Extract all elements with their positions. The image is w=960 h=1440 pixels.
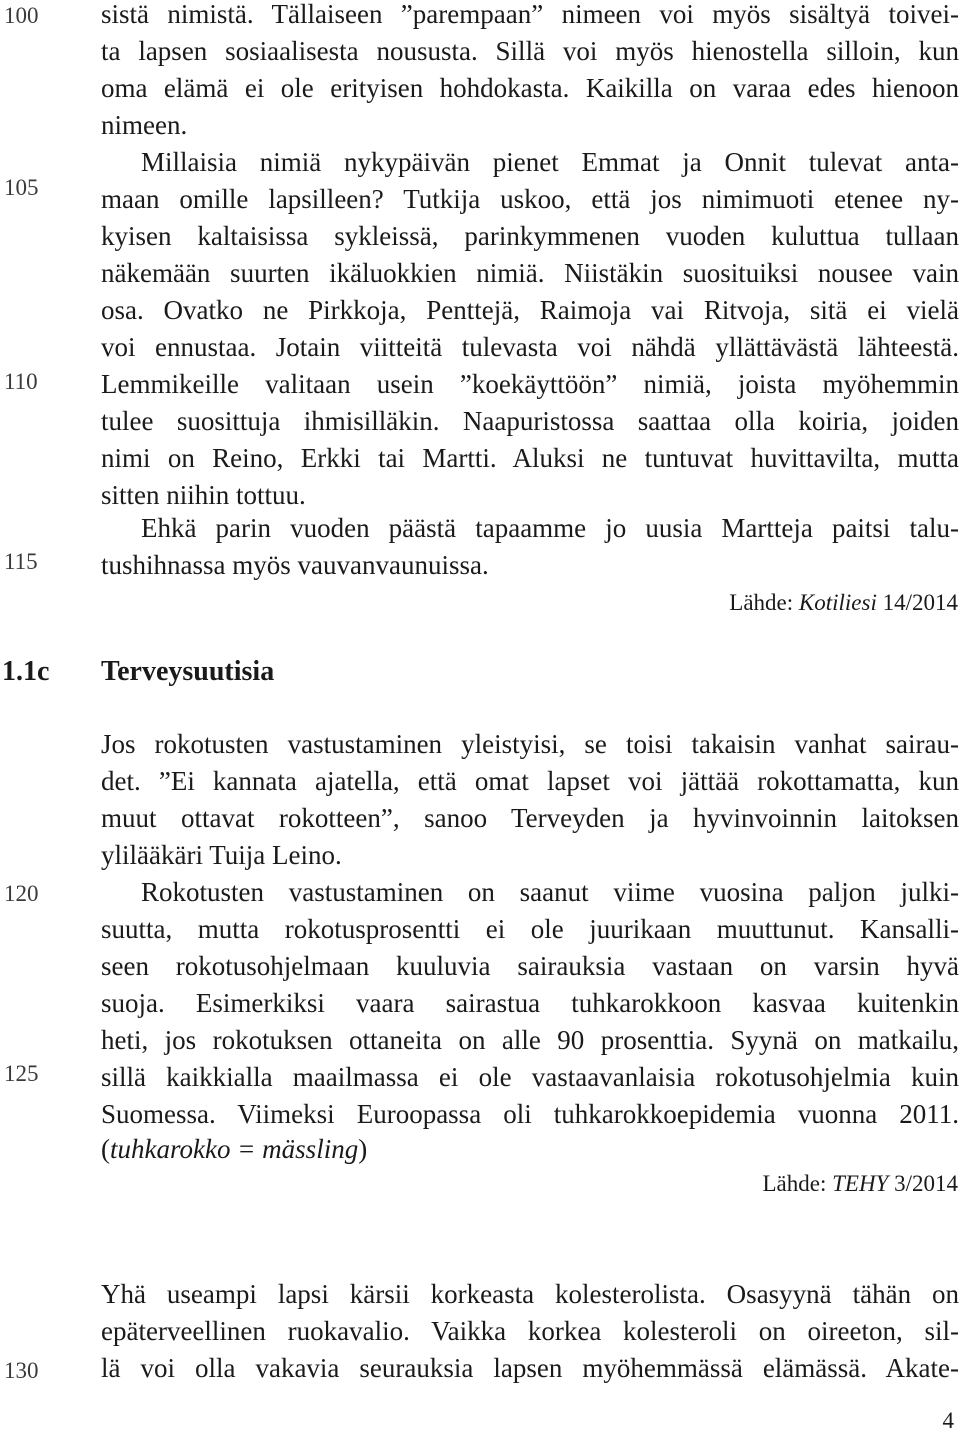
text-line: epäterveellinen ruokavalio. Vaikka korkea kolesteroli on oireeton, sil- [101, 1316, 959, 1346]
gloss-open: ( [101, 1134, 110, 1164]
source-issue: 14/2014 [882, 590, 958, 615]
text-line: ylilääkäri Tuija Leino. [101, 840, 342, 870]
line-number: 110 [4, 369, 38, 394]
line-number: 100 [4, 3, 39, 28]
text-line: sillä kaikkialla maailmassa ei ole vastaavanlaisia rokotusohjelmia kuin [101, 1062, 959, 1092]
text-line: sitten niihin tottuu. [101, 480, 306, 510]
source-citation [729, 585, 958, 621]
gloss-close: ) [358, 1134, 368, 1164]
source-issue: 3/2014 [894, 1171, 958, 1196]
text-line: Yhä useampi lapsi kärsii korkeasta kolesterolista. Osasyynä tähän on [101, 1279, 959, 1309]
source-citation [763, 1166, 959, 1202]
text-line: osa. Ovatko ne Pirkkoja, Penttejä, Raimoja vai Ritvoja, sitä ei vielä [101, 295, 959, 325]
text-line: voi ennustaa. Jotain viitteitä tulevasta voi nähdä yllättävästä lähteestä. [101, 332, 959, 362]
text-line: Jos rokotusten vastustaminen yleistyisi, se toisi takaisin vanhat sairau- [101, 729, 959, 759]
text-line: maan omille lapsilleen? Tutkija uskoo, että jos nimimuoti etenee ny- [101, 184, 959, 214]
line-number: 120 [4, 881, 39, 906]
line-number: 105 [4, 175, 39, 200]
text-line: Ehkä parin vuoden päästä tapaamme jo uusia Martteja paitsi talu- [141, 513, 959, 543]
line-number: 125 [4, 1061, 39, 1086]
gloss-line [101, 1131, 959, 1167]
text-line: heti, jos rokotuksen ottaneita on alle 90 prosenttia. Syynä on matkailu, [101, 1025, 959, 1055]
text-line: suutta, mutta rokotusprosentti ei ole juurikaan muuttunut. Kansalli- [101, 914, 959, 944]
section-number: 1.1c [2, 656, 50, 687]
source-label: Lähde: [762, 1171, 827, 1196]
text-line: lä voi olla vakavia seurauksia lapsen myöhemmässä elämässä. Akate- [101, 1353, 959, 1383]
text-line: oma elämä ei ole erityisen hohdokasta. Kaikilla on varaa edes hienoon [101, 73, 959, 103]
text-line: Millaisia nimiä nykypäivän pienet Emmat ja Onnit tulevat anta- [141, 147, 959, 177]
text-line: Rokotusten vastustaminen on saanut viime vuosina paljon julki- [141, 877, 959, 907]
text-line: ta lapsen sosiaalisesta noususta. Sillä voi myös hienostella silloin, kun [101, 36, 959, 66]
text-line: Suomessa. Viimeksi Euroopassa oli tuhkarokkoepidemia vuonna 2011. [101, 1099, 959, 1129]
page-number: 4 [942, 1408, 954, 1433]
text-line: det. ”Ei kannata ajatella, että omat lapset voi jättää rokottamatta, kun [101, 766, 959, 796]
text-line: sistä nimistä. Tällaiseen ”parempaan” nimeen voi myös sisältyä toivei- [101, 0, 959, 29]
text-line: seen rokotusohjelmaan kuuluvia sairauksia vastaan on varsin hyvä [101, 951, 959, 981]
gloss-text: tuhkarokko = mässling [110, 1134, 359, 1164]
text-line: suoja. Esimerkiksi vaara sairastua tuhkarokkoon kasvaa kuitenkin [101, 988, 959, 1018]
text-line: tulee suosittuja ihmisilläkin. Naapuristossa saattaa olla koiria, joiden [101, 406, 959, 436]
text-line: tushihnassa myös vauvanvaunuissa. [101, 550, 489, 580]
text-line: nimi on Reino, Erkki tai Martti. Aluksi ne tuntuvat huvittavilta, mutta [101, 443, 959, 473]
line-number: 130 [4, 1358, 39, 1383]
source-title: Kotiliesi [798, 590, 877, 615]
source-title: TEHY [832, 1171, 889, 1196]
text-line: nimeen. [101, 110, 188, 140]
text-line: kyisen kaltaisissa sykleissä, parinkymmenen vuoden kuluttua tullaan [101, 221, 959, 251]
source-label: Lähde: [729, 590, 794, 615]
text-line: Lemmikeille valitaan usein ”koekäyttöön” nimiä, joista myöhemmin [101, 369, 959, 399]
text-line: muut ottavat rokotteen”, sanoo Terveyden ja hyvinvoinnin laitoksen [101, 803, 959, 833]
line-number: 115 [4, 549, 38, 574]
text-line: näkemään suurten ikäluokkien nimiä. Niistäkin suosituiksi nousee vain [101, 258, 959, 288]
section-heading: Terveysuutisia [101, 656, 275, 687]
